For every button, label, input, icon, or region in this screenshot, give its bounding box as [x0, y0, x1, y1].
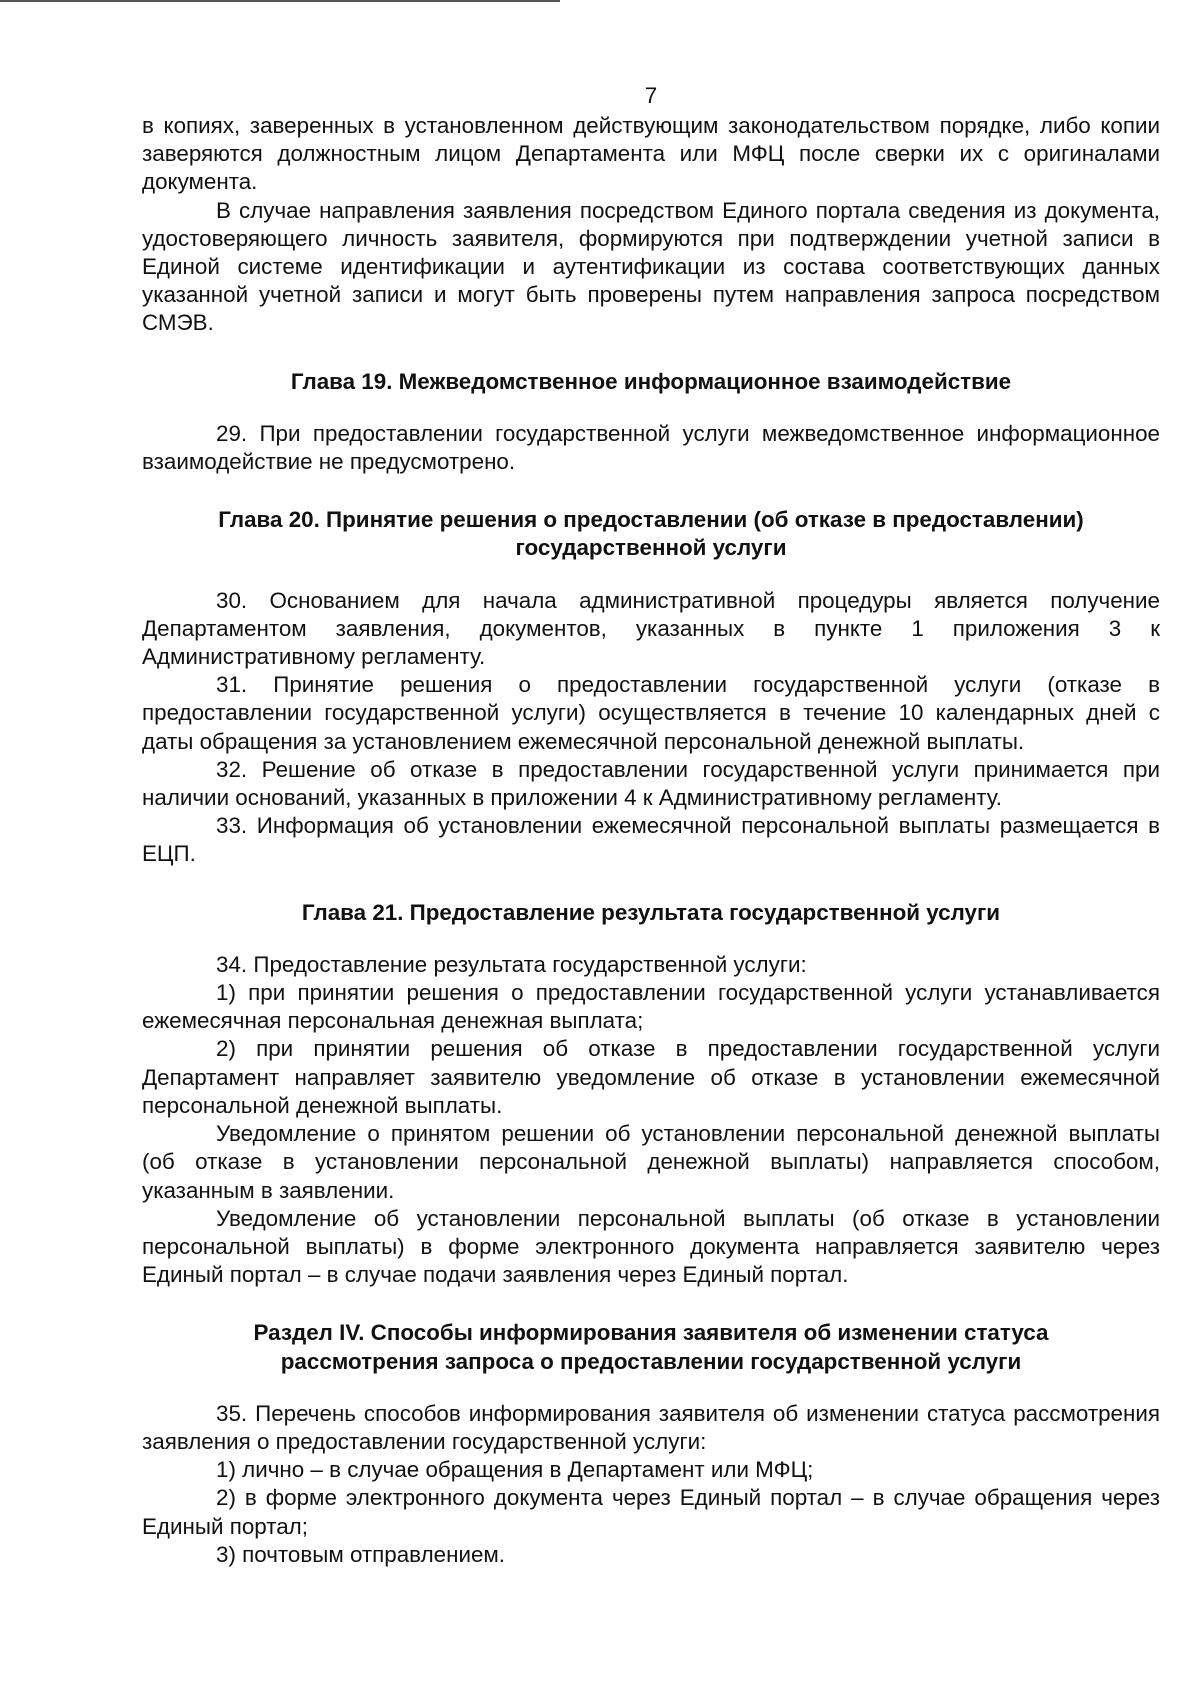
chapter-20-title	[142, 506, 1160, 562]
paragraph-notice-method: Уведомление о принятом решении об установлении персональной денежной выплаты (об отказе в установлении персональной денежной выплаты) направляется способом, указанным в заявлении.	[142, 1121, 1160, 1203]
paragraph-34: 34. Предоставление результата государственной услуги:	[216, 951, 807, 977]
paragraph-notice-electronic: Уведомление об установлении персональной выплаты (об отказе в установлении персональной выплаты) в форме электронного документа направляется заявителю через Единый портал – в случае подачи заявления через Единый портал.	[142, 1205, 1160, 1288]
paragraph-34-item-2: 2) при принятии решения об отказе в предоставлении государственной услуги Департамент направляет заявителю уведомление об отказе в установлении ежемесячной персональной денежной выплаты.	[142, 1036, 1160, 1118]
paragraph-33: 33. Информация об установлении ежемесячной персональной выплаты размещается в ЕЦП.	[142, 813, 1160, 867]
paragraph-34-item-1: 1) при принятии решения о предоставлении государственной услуги устанавливается ежемесячная персональная денежная выплата;	[142, 980, 1160, 1034]
chapter-19-title: Глава 19. Межведомственное информационное взаимодействие	[290, 368, 1012, 394]
section-4-title	[142, 1319, 1160, 1375]
paragraph-portal-identity: В случае направления заявления посредством Единого портала сведения из документа, удостоверяющего личность заявителя, формируются при подтверждении учетной записи в Единой системе идентификации и аутентификации из состава соответствующих данных указанной учетной записи и могут быть проверены путем направления запроса посредством СМЭВ.	[142, 197, 1160, 336]
document-page	[142, 82, 1160, 1569]
chapter-20-title-line1: Глава 20. Принятие решения о предоставлении (об отказе в предоставлении)	[218, 507, 1084, 533]
chapter-20-title-line2: государственной услуги	[515, 535, 787, 561]
paragraph-35-item-2: 2) в форме электронного документа через Единый портал – в случае обращения через Единый портал;	[142, 1485, 1160, 1539]
chapter-21-title: Глава 21. Предоставление результата государственной услуги	[301, 899, 1001, 925]
paragraph-31: 31. Принятие решения о предоставлении государственной услуги (отказе в предоставлении государственной услуги) осуществляется в течение 10 календарных дней с даты обращения за установлением ежемесячной персональной денежной выплаты.	[142, 672, 1160, 754]
section-4-title-line2: рассмотрения запроса о предоставлении государственной услуги	[280, 1348, 1022, 1374]
paragraph-29: 29. При предоставлении государственной услуги межведомственное информационное взаимодействие не предусмотрено.	[142, 420, 1160, 475]
paragraph-35-item-1: 1) лично – в случае обращения в Департамент или МФЦ;	[216, 1457, 814, 1483]
scan-edge-line	[0, 0, 560, 2]
paragraph-continuation: в копиях, заверенных в установленном действующим законодательством порядке, либо копии заверяются должностным лицом Департамента или МФЦ после сверки их с оригиналами документа.	[142, 113, 1160, 195]
section-4-title-line1: Раздел IV. Способы информирования заявителя об изменении статуса	[253, 1320, 1049, 1346]
paragraph-35: 35. Перечень способов информирования заявителя об изменении статуса рассмотрения заявления о предоставлении государственной услуги:	[142, 1400, 1160, 1454]
page-number: 7	[644, 83, 658, 108]
paragraph-30: 30. Основанием для начала административной процедуры является получение Департаментом заявления, документов, указанных в пункте 1 приложения 3 к Административному регламенту.	[142, 587, 1160, 670]
paragraph-32: 32. Решение об отказе в предоставлении государственной услуги принимается при наличии оснований, указанных в приложении 4 к Административному регламенту.	[142, 756, 1160, 811]
paragraph-35-item-3: 3) почтовым отправлением.	[216, 1541, 506, 1567]
